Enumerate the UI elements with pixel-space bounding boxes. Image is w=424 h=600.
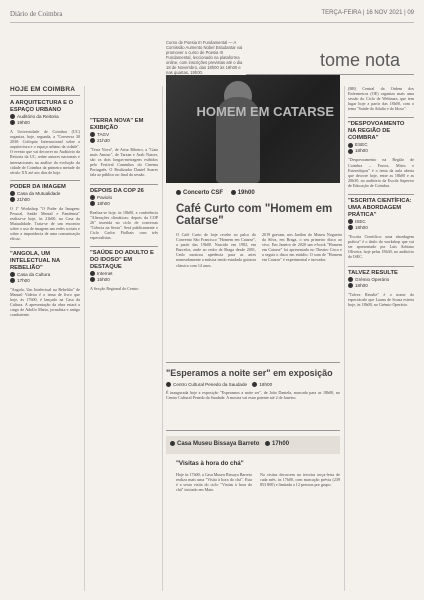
divider — [166, 362, 340, 363]
dep-text: Realiza-se hoje, às 18h00, a conferência "Alterações climáticas: depois da COP 26" inserida no ciclo de conversas "Ciência na Sexta". Será publicamente o Ciclo Carlos Fiolhais com três especialistas. — [90, 209, 158, 241]
angola-title: "ANGOLA, UM INTELECTUAL NA REBELIÃO" — [10, 250, 60, 271]
escr-title: "ESCRITA CIENTÍFICA: UMA ABORDAGEM PRÁTICA" — [348, 198, 412, 219]
hoje-title: HOJE EM COIMBRA — [10, 86, 76, 93]
poder-location: Casa da Mutualidade — [10, 191, 80, 197]
desp-title: "DESPOVOAMENTO NA REGIÃO DE COIMBRA" — [348, 121, 405, 142]
top-note: Curso de Poesia III Fundamental — A Comissão Aumento Nobel Estudantar vai promover o curso de Poesia III Fundamental, leccionado na plataforma online, com inscrições previstas até o dia 18 de Novembro, das 18h00 às 19h00 e nas quartas, 19h00. — [166, 40, 243, 75]
location-icon — [348, 277, 353, 282]
angola-time: 17h00 — [10, 278, 80, 284]
hero-photo — [166, 75, 340, 183]
clock-icon — [348, 149, 353, 154]
desp-location: ESEC — [348, 142, 414, 148]
talvez-location: Grémio Operário — [348, 277, 414, 283]
clock-icon — [265, 441, 270, 446]
right-top-text: (BR) Central da Ordem dos Enfermeiros (OE) organiza mais uma sessão do Ciclo de Webinars, que tem lugar hoje a partir das 18h00, com o tema "Saúde do Adulto e do Idoso". — [348, 86, 414, 112]
angola-text: "Angola, Um Intelectual na Rebelião" de Manuel Videira é o tema de livro que hoje, às 17h00, é lançado na Casa da Cultura. A apresentação da obra estará a cargo de Adolfo Maria, jornalista e antigo combatente. — [10, 286, 80, 317]
terra-text: "Terra Nova", de Artur Ribeiro, a "Gaia mais Amour", de Tarzan e Arab Nasser, são os dois longas-metragens exibidos pelo Festival Caminhos do Cinema Português. O Realizador Daniel Soares fala ao público no final da sessão. — [90, 147, 158, 178]
section-title: tome nota — [320, 50, 401, 70]
escr-text: "Escrita Científica: uma abordagem prática" é o título do workshop que vai ser apresentado por Luís Adriano Oliveira, hoje pelas 18h30, no auditório do ISEC. — [348, 234, 414, 260]
divider — [10, 247, 80, 248]
arq-location: Auditório da Reitoria — [10, 114, 80, 120]
location-icon — [170, 441, 175, 446]
location-icon — [10, 272, 15, 277]
exposicao-text: É inaugurada hoje a exposição "Esperamos a noite ser", de João Daniela, marcada para as 18h00, no Centro Cultural Penedo da Saudade. A mostra vai estar patente até 2 de Janeiro. — [166, 390, 340, 401]
saude-title: "SAÚDE DO ADULTO E DO IDOSO" EM DESTAQUE — [90, 250, 154, 271]
clock-icon — [252, 382, 257, 387]
divider — [10, 180, 80, 181]
divider — [10, 95, 80, 96]
visitas-headline: "Visitas à hora do chá" — [176, 460, 244, 467]
clock-icon — [348, 225, 353, 230]
arq-title: A ARQUITECTURA E O ESPAÇO URBANO — [10, 100, 74, 113]
location-icon — [348, 219, 353, 224]
terra-time: 21h30 — [90, 138, 158, 144]
location-icon — [10, 191, 15, 196]
divider — [348, 194, 414, 195]
hero-photo-text: HOMEM EM CATARSE — [196, 104, 334, 119]
feature-col2: 2019 gravam, nos Jardins do Museu Nogueira da Silva, em Braga, o seu primeiro disco ao vivo. Em Janeiro de 2020 um e-book "Homem em Catarse" foi apresentado no Theatro Circo e a seguir o disco em estúdio. O som de "Homem em Catarse" é experimental e inovador. — [262, 232, 342, 263]
visitas-meta: Casa Museu Bissaya Barreto 17h00 — [170, 441, 289, 447]
location-icon — [348, 143, 353, 148]
visitas-col2: Na visitas decorrem na terceira terça-feira de cada mês, às 17h00, com marcação prévia (239 853 800) e limitada a 12 pessoas por grupo. — [260, 472, 340, 488]
poder-title: PODER DA IMAGEM — [10, 183, 66, 190]
divider — [90, 184, 158, 185]
masthead: Diário de Coimbra — [10, 10, 63, 18]
desp-time: 18h00 — [348, 148, 414, 154]
right-column — [348, 86, 414, 307]
column-divider — [84, 86, 85, 591]
desp-text: "Despovoamento na Região de Coimbra – Factos, Mitos e Estereótipos" é o tema da aula aberta que decorre hoje, entre as 18h00 e as 20h30, no auditório da Escola Superior de Educação de Coimbra. — [348, 157, 414, 188]
dep-time: 18h00 — [90, 201, 158, 207]
arq-text: A Universidade de Coimbra (UC) organiza, hoje, segunda, a "Conversa 30 2030: Colóquio Internacional sobre a arquitectura e o espaço urbano da cidade". O evento que vai decorrer no Auditório da Reitoria da UC, reúne autores nacionais e internacionais na análise da evolução da cidade de Coimbra da primeira metade do século XX até aos dias de hoje. — [10, 129, 80, 175]
saude-location: Internet — [90, 271, 158, 277]
left-column — [10, 86, 80, 317]
arq-time: 19h00 — [10, 120, 80, 126]
divider — [348, 266, 414, 267]
talvez-title: TALVEZ RESULTE — [348, 269, 398, 276]
clock-icon — [231, 190, 236, 195]
terra-location: TAGV — [90, 132, 158, 138]
angola-location: Casa da Cultura — [10, 272, 80, 278]
location-icon — [10, 114, 15, 119]
saude-text: A Secção Regional do Centro — [90, 286, 139, 292]
feature-caption: Concerto CSF 19h00 — [176, 190, 255, 196]
column-divider — [344, 86, 345, 591]
clock-icon — [10, 278, 15, 283]
divider — [90, 246, 158, 247]
feature-headline: Café Curto com "Homem em Catarse" — [176, 203, 333, 227]
dep-title: DEPOIS DA COP 26 — [90, 187, 144, 194]
header-divider — [10, 22, 414, 23]
clock-icon — [10, 120, 15, 125]
column-divider — [162, 86, 163, 591]
talvez-text: "Talvez Resulte" é o nome do espectáculo que Luana de Sousa estreia hoje, às 18h00, no Grémio Operário. — [348, 291, 414, 307]
saude-time: 15h00 — [90, 277, 158, 283]
dep-location: Paviolo — [90, 195, 158, 201]
clock-icon — [348, 283, 353, 288]
clock-icon — [90, 277, 95, 282]
location-icon — [90, 132, 95, 137]
feature-col1: O Café Curto de hoje recebe ao palco do Convento São Francisco "Homem em Catarse", a partir das 19h00. Nascido em 1982, em Barcelos, onde ao redor de Braga desde 2001, Cedo mostrou apetência para as artes nomeadamente a música tendo estudado guitarra clássica com 14 anos. — [176, 232, 256, 268]
location-icon — [166, 382, 171, 387]
location-icon — [176, 190, 181, 195]
location-icon — [90, 271, 95, 276]
divider — [166, 430, 340, 431]
escr-location: ISEC — [348, 219, 414, 225]
poder-text: O 1º Workshop "O Poder da Imagem: Pessoal, Saúde Mental e Pandemia" realiza-se hoje, às 21h00, na Casa da Mutualidade. Trata-se de um encontro sobre o uso de imagens nas redes sociais e sobre a importância de uma comunicação eficaz. — [10, 205, 80, 242]
exposicao-headline: "Esperamos a noite ser" em exposição — [166, 368, 333, 378]
escr-time: 18h00 — [348, 225, 414, 231]
visitas-col1: Hoje às 17h00, a Casa Museu Bissaya Barreto realiza mais uma "Visita à hora do chá". Esta é a sexta visita do ciclo "Visitas à hora do chá" iniciado em Maio. — [176, 472, 252, 493]
date-line: TERÇA-FEIRA | 16 NOV 2021 | 09 — [321, 10, 414, 16]
clock-icon — [90, 138, 95, 143]
mid-column — [90, 118, 158, 291]
divider — [348, 117, 414, 118]
terra-title: "TERRA NOVA" EM EXIBIÇÃO — [90, 118, 144, 131]
location-icon — [90, 195, 95, 200]
clock-icon — [90, 201, 95, 206]
exposicao-meta: Centro Cultural Penedo da Saudade 18h00 — [166, 382, 340, 388]
talvez-time: 18h00 — [348, 283, 414, 289]
poder-time: 21h00 — [10, 197, 80, 203]
clock-icon — [10, 197, 15, 202]
